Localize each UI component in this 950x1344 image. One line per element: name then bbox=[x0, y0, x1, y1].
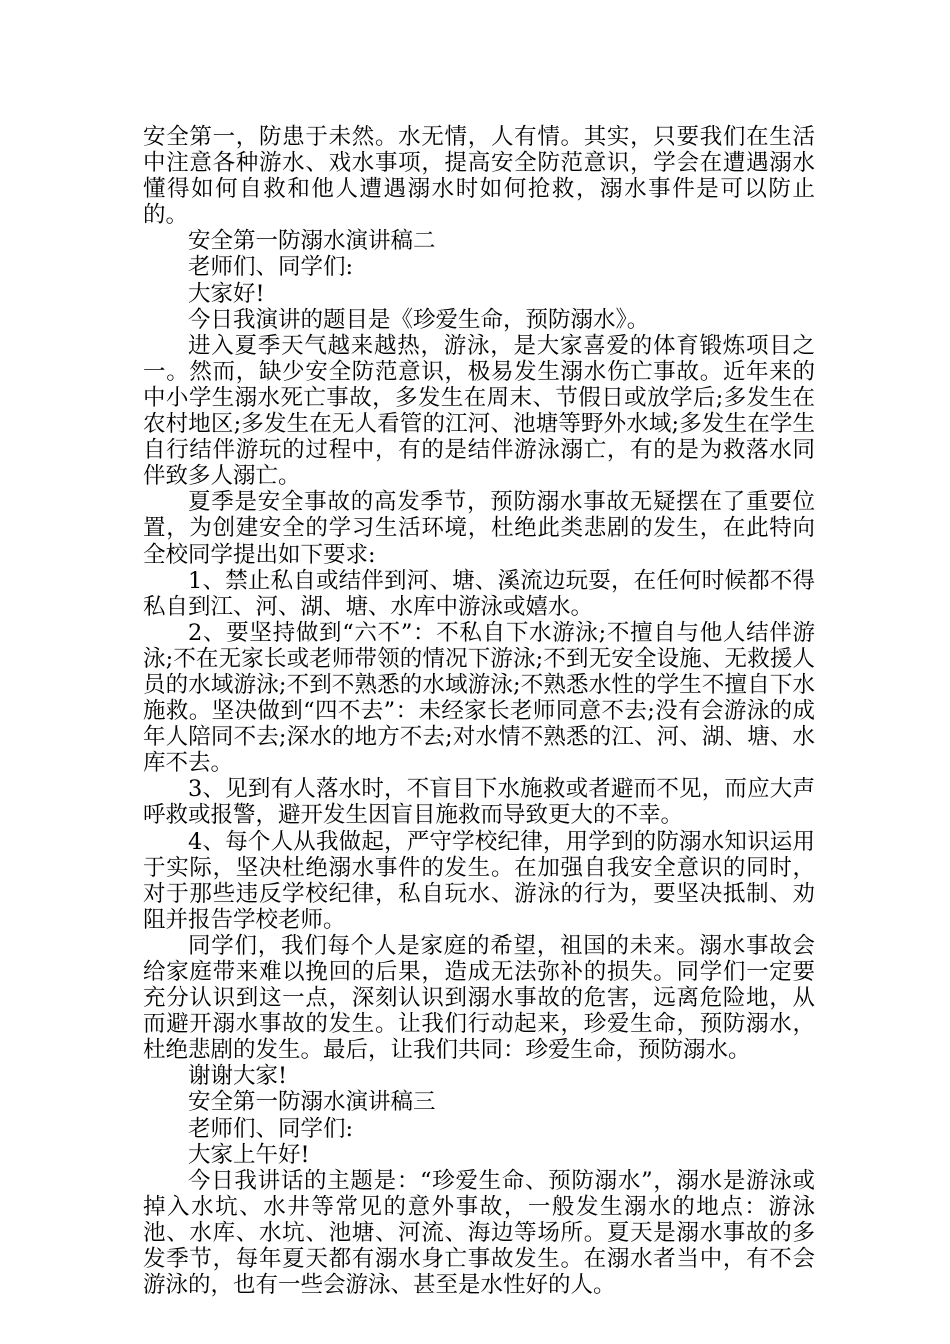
paragraph-conclusion: 同学们，我们每个人是家庭的希望，祖国的未来。溺水事故会给家庭带来难以挽回的后果，造成无法弥补的损失。同学们一定要充分认识到这一点，深刻认识到溺水事故的危害，远离危险地，从而避开溺水事故的发生。让我们行动起来，珍爱生命，预防溺水，杜绝悲剧的发生。最后，让我们共同：珍爱生命，预防溺水。 bbox=[143, 932, 815, 1064]
salutation: 老师们、同学们: bbox=[188, 254, 354, 281]
rule-item-4: 4、每个人从我做起，严守学校纪律，用学到的防溺水知识运用于实际，坚决杜绝溺水事件的发生。在加强自我安全意识的同时，对于那些违反学校纪律，私自玩水、游泳的行为，要坚决抵制、劝阻并报告学校老师。 bbox=[143, 828, 815, 933]
paragraph-requirements: 夏季是安全事故的高发季节，预防溺水事故无疑摆在了重要位置，为创建安全的学习生活环境，杜绝此类悲剧的发生，在此特向全校同学提出如下要求: bbox=[143, 489, 815, 568]
thanks: 谢谢大家! bbox=[188, 1063, 288, 1090]
paragraph-intro: 安全第一，防患于未然。水无情，人有情。其实，只要我们在生活中注意各种游水、戏水事项，提高安全防范意识，学会在遭遇溺水懂得如何自救和他人遭遇溺水时如何抢救，溺水事件是可以防止的。 bbox=[143, 124, 815, 229]
paragraph-topic: 今日我演讲的题目是《珍爱生命，预防溺水》。 bbox=[188, 306, 650, 333]
greeting-2: 大家上午好! bbox=[188, 1141, 310, 1168]
paragraph-summer: 进入夏季天气越来越热，游泳，是大家喜爱的体育锻炼项目之一。然而，缺少安全防范意识，极易发生溺水伤亡事故。近年来的中小学生溺水死亡事故，多发生在周末、节假日或放学后;多发生在农村地区;多发生在无人看管的江河、池塘等野外水域;多发生在学生自行结伴游玩的过程中，有的是结伴游泳溺亡，有的是为救落水同伴致多人溺亡。 bbox=[143, 332, 815, 490]
rule-item-3: 3、见到有人落水时，不盲目下水施救或者避而不见，而应大声呼救或报警，避开发生因盲目施救而导致更大的不幸。 bbox=[143, 776, 815, 829]
paragraph-theme: 今日我讲话的主题是：“珍爱生命、预防溺水”，溺水是游泳或掉入水坑、水井等常见的意外事故，一般发生溺水的地点：游泳池、水库、水坑、池塘、河流、海边等场所。夏天是溺水事故的多发季节，每年夏天都有溺水身亡事故发生。在溺水者当中，有不会游泳的，也有一些会游泳、甚至是水性好的人。 bbox=[143, 1167, 815, 1299]
section-title-3: 安全第一防溺水演讲稿三 bbox=[188, 1089, 436, 1116]
salutation-2: 老师们、同学们: bbox=[188, 1115, 354, 1142]
document-page bbox=[143, 124, 815, 1298]
greeting: 大家好! bbox=[188, 280, 265, 307]
rule-item-1: 1、禁止私自或结伴到河、塘、溪流边玩耍，在任何时候都不得私自到江、河、湖、塘、水库中游泳或嬉水。 bbox=[143, 567, 815, 620]
section-title-2: 安全第一防溺水演讲稿二 bbox=[188, 228, 436, 255]
rule-item-2: 2、要坚持做到“六不”：不私自下水游泳;不擅自与他人结伴游泳;不在无家长或老师带领的情况下游泳;不到无安全设施、无救援人员的水域游泳;不到不熟悉的水域游泳;不熟悉水性的学生不擅自下水施救。坚决做到“四不去”：未经家长老师同意不去;没有会游泳的成年人陪同不去;深水的地方不去;对水情不熟悉的江、河、湖、塘、水库不去。 bbox=[143, 619, 815, 777]
